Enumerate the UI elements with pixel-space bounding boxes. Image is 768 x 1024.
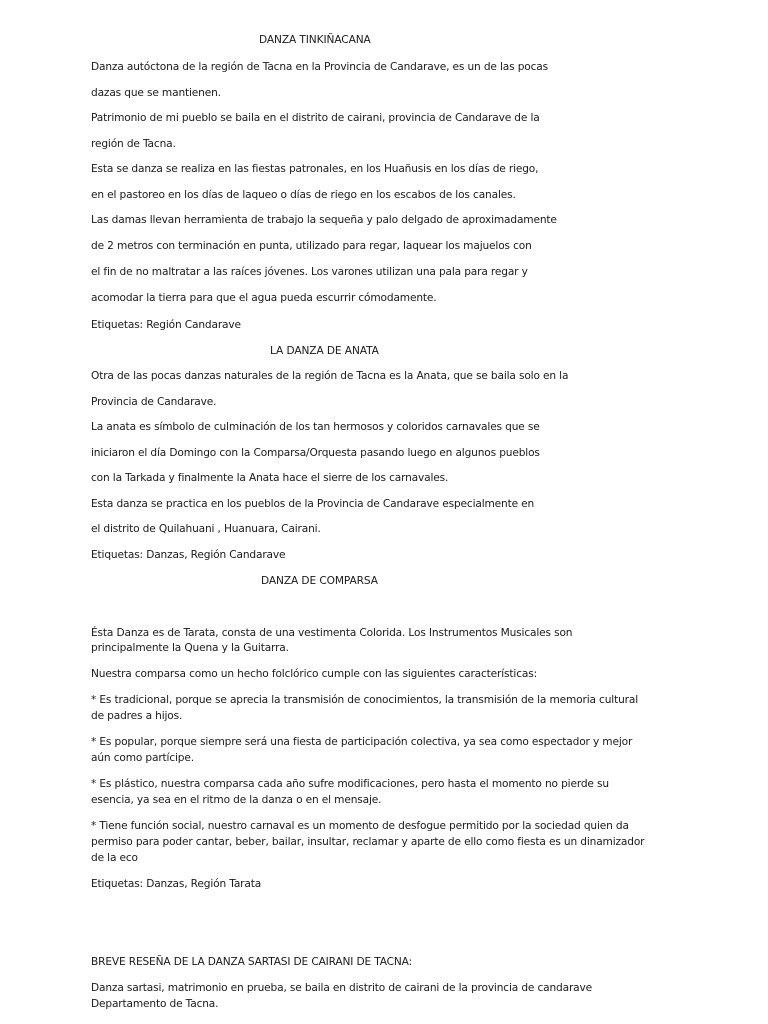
paragraph-line: Las damas llevan herramienta de trabajo la sequeña y palo delgado de aproximadamente: [91, 214, 557, 226]
paragraph-line: de 2 metros con terminación en punta, utilizado para regar, laquear los majuelos con: [91, 240, 532, 252]
tags-line: Etiquetas: Danzas, Región Candarave: [91, 549, 286, 561]
section-title-tinkinacana: DANZA TINKIÑACANA: [259, 34, 371, 46]
paragraph-line: Ésta Danza es de Tarata, consta de una vestimenta Colorida. Los Instrumentos Musicales son: [91, 627, 573, 639]
section-title-anata: LA DANZA DE ANATA: [270, 345, 379, 357]
paragraph-line: Esta se danza se realiza en las fiestas patronales, en los Huañusis en los días de riego,: [91, 163, 539, 175]
paragraph-line: Danza autóctona de la región de Tacna en la Provincia de Candarave, es un de las pocas: [91, 61, 548, 73]
section-heading-sartasi: BREVE RESEÑA DE LA DANZA SARTASI DE CAIRANI DE TACNA:: [91, 956, 413, 968]
paragraph-line: Danza sartasi, matrimonio en prueba, se baila en distrito de cairani de la provincia de candarave: [91, 982, 593, 994]
paragraph-line: Patrimonio de mi pueblo se baila en el distrito de cairani, provincia de Candarave de la: [91, 112, 540, 124]
paragraph-line: La anata es símbolo de culminación de los tan hermosos y coloridos carnavales que se: [91, 421, 540, 433]
paragraph-line: Nuestra comparsa como un hecho folclórico cumple con las siguientes características:: [91, 668, 538, 680]
bullet-line: esencia, ya sea en el ritmo de la danza o en el mensaje.: [91, 794, 382, 806]
paragraph-line: con la Tarkada y finalmente la Anata hace el sierre de los carnavales.: [91, 472, 449, 484]
bullet-line: * Es plástico, nuestra comparsa cada año sufre modificaciones, pero hasta el momento no pierde su: [91, 778, 609, 790]
bullet-line: aún como partícipe.: [91, 752, 194, 764]
paragraph-line: Departamento de Tacna.: [91, 998, 219, 1010]
paragraph-line: Otra de las pocas danzas naturales de la región de Tacna es la Anata, que se baila solo en la: [91, 370, 569, 382]
paragraph-line: el fin de no maltratar a las raíces jóvenes. Los varones utilizan una pala para regar y: [91, 266, 528, 278]
bullet-line: permiso para poder cantar, beber, bailar, insultar, reclamar y aparte de ello como fiesta es un dinamizador: [91, 836, 645, 848]
paragraph-line: el distrito de Quilahuani , Huanuara, Cairani.: [91, 523, 321, 535]
paragraph-line: en el pastoreo en los días de laqueo o días de riego en los escabos de los canales.: [91, 189, 516, 201]
paragraph-line: principalmente la Quena y la Guitarra.: [91, 642, 289, 654]
bullet-line: * Es popular, porque siempre será una fiesta de participación colectiva, ya sea como espectador y mejor: [91, 736, 633, 748]
bullet-line: * Tiene función social, nuestro carnaval es un momento de desfogue permitido por la sociedad quien da: [91, 820, 629, 832]
tags-line: Etiquetas: Danzas, Región Tarata: [91, 878, 262, 890]
paragraph-line: Provincia de Candarave.: [91, 396, 217, 408]
paragraph-line: región de Tacna.: [91, 138, 176, 150]
paragraph-line: dazas que se mantienen.: [91, 87, 221, 99]
section-title-comparsa: DANZA DE COMPARSA: [261, 575, 378, 587]
bullet-line: de padres a hijos.: [91, 710, 183, 722]
paragraph-line: Esta danza se practica en los pueblos de la Provincia de Candarave especialmente en: [91, 498, 535, 510]
paragraph-line: acomodar la tierra para que el agua pueda escurrir cómodamente.: [91, 292, 437, 304]
bullet-line: de la eco: [91, 852, 138, 864]
bullet-line: * Es tradicional, porque se aprecia la transmisión de conocimientos, la transmisión de la memoria cultural: [91, 694, 638, 706]
paragraph-line: iniciaron el día Domingo con la Comparsa/Orquesta pasando luego en algunos pueblos: [91, 447, 540, 459]
tags-line: Etiquetas: Región Candarave: [91, 319, 241, 331]
